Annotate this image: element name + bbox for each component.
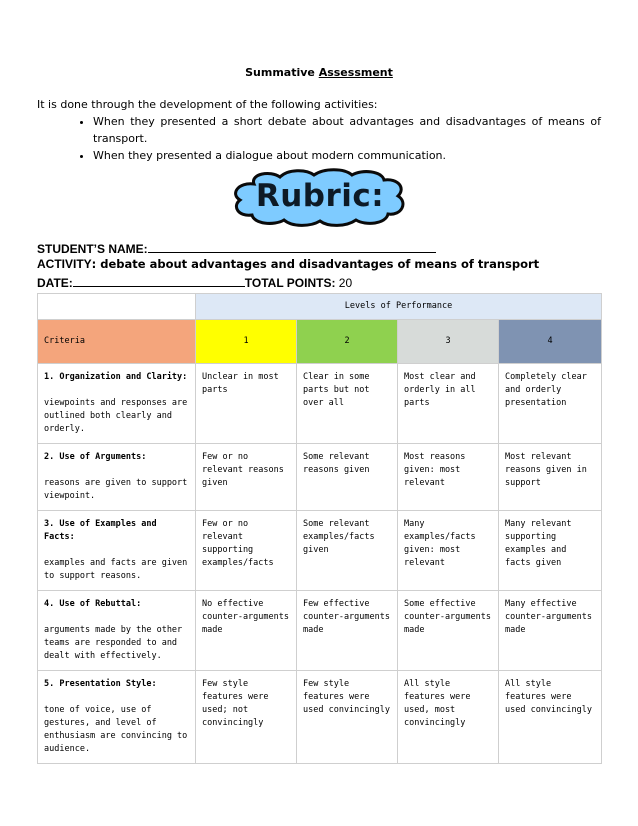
criterion-cell (38, 364, 196, 444)
rubric-cloud (232, 168, 408, 228)
intro-text: It is done through the development of the following activities: (37, 98, 378, 111)
criterion-cell (38, 671, 196, 764)
rubric-label: Rubric: (255, 178, 385, 214)
table-cell: Most reasons given: most relevant (398, 444, 499, 511)
table-cell: Some relevant reasons given (297, 444, 398, 511)
activity-bullet-list (37, 113, 607, 164)
total-points-label: TOTAL POINTS: (244, 276, 336, 290)
date-line (37, 274, 352, 290)
level-4-header: 4 (499, 320, 602, 364)
table-cell: All style features were used convincingly (499, 671, 602, 764)
table-cell: Some effective counter-arguments made (398, 591, 499, 671)
criterion-title: 4. Use of Rebuttal: (44, 599, 142, 609)
title-underlined-word: Assessment (318, 66, 393, 79)
criterion-title: 2. Use of Arguments: (44, 452, 147, 462)
table-row (38, 444, 602, 511)
table-cell: Many examples/facts given: most relevant (398, 511, 499, 591)
table-row (38, 511, 602, 591)
criterion-description: viewpoints and responses are outlined both clearly and orderly. (44, 398, 188, 434)
bullet-item: • When they presented a dialogue about modern communication. (93, 147, 607, 164)
bullet-item: • When they presented a short debate about advantages and disadvantages of means of transport. (93, 113, 607, 147)
table-cell: Unclear in most parts (196, 364, 297, 444)
table-cell: Many relevant supporting examples and facts given (499, 511, 602, 591)
criterion-description: tone of voice, use of gestures, and level of enthusiasm are convincing to audience. (44, 705, 188, 754)
criterion-description: reasons are given to support viewpoint. (44, 478, 188, 501)
table-cell: No effective counter-arguments made (196, 591, 297, 671)
header-blank-cell (38, 294, 196, 320)
table-row (38, 364, 602, 444)
total-points-value: 20 (335, 276, 353, 290)
activity-value: : debate about advantages and disadvantages of means of transport (91, 257, 540, 271)
student-name-blank (148, 240, 436, 253)
table-cell: Most clear and orderly in all parts (398, 364, 499, 444)
table-cell: Few effective counter-arguments made (297, 591, 398, 671)
table-cell: All style features were used, most convincingly (398, 671, 499, 764)
table-cell: Clear in some parts but not over all (297, 364, 398, 444)
student-name-line (37, 240, 436, 256)
criterion-cell (38, 511, 196, 591)
criterion-cell (38, 444, 196, 511)
page-title (0, 66, 638, 79)
criteria-header-row (38, 320, 602, 364)
criterion-title: 5. Presentation Style: (44, 679, 157, 689)
table-cell: Few or no relevant supporting examples/facts (196, 511, 297, 591)
activity-label: ACTIVITY (37, 257, 92, 271)
criterion-title: 1. Organization and Clarity: (44, 372, 188, 382)
table-row (38, 591, 602, 671)
criterion-description: examples and facts are given to support reasons. (44, 558, 188, 581)
level-2-header: 2 (297, 320, 398, 364)
activity-line (37, 257, 539, 271)
rubric-table (37, 293, 602, 764)
date-label: DATE: (37, 276, 73, 290)
table-cell: Most relevant reasons given in support (499, 444, 602, 511)
criterion-cell (38, 591, 196, 671)
table-cell: Few style features were used; not convincingly (196, 671, 297, 764)
criterion-description: arguments made by the other teams are responded to and dealt with effectively. (44, 625, 183, 661)
criterion-title: 3. Use of Examples and Facts: (44, 519, 157, 542)
table-cell: Few style features were used convincingly (297, 671, 398, 764)
intro-section (37, 96, 607, 164)
date-blank (73, 274, 245, 287)
level-3-header: 3 (398, 320, 499, 364)
title-prefix: Summative (245, 66, 319, 79)
table-cell: Some relevant examples/facts given (297, 511, 398, 591)
table-cell: Many effective counter-arguments made (499, 591, 602, 671)
student-name-label: STUDENT’S NAME: (37, 242, 148, 256)
level-1-header: 1 (196, 320, 297, 364)
levels-of-performance-header: Levels of Performance (196, 294, 602, 320)
table-cell: Completely clear and orderly presentation (499, 364, 602, 444)
levels-header-row (38, 294, 602, 320)
table-row (38, 671, 602, 764)
table-cell: Few or no relevant reasons given (196, 444, 297, 511)
criteria-header: Criteria (38, 320, 196, 364)
